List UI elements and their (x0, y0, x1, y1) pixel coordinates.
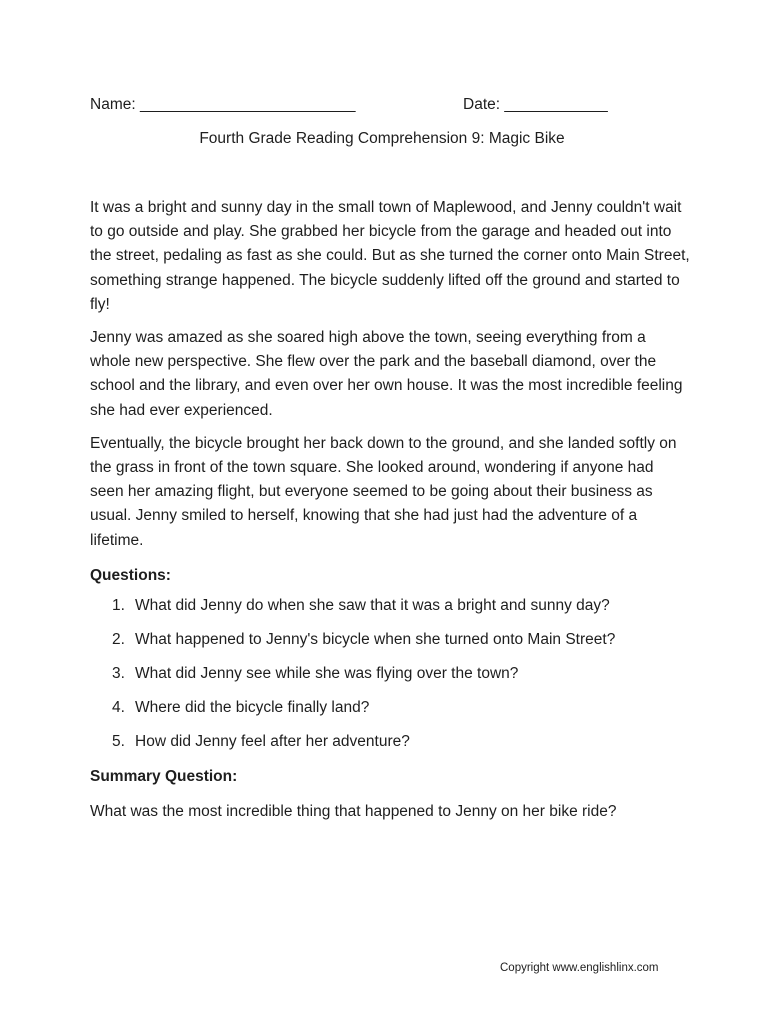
question-number: 3. (112, 665, 125, 682)
questions-heading: Questions: (90, 567, 171, 584)
question-number: 1. (112, 597, 125, 614)
question-number: 2. (112, 631, 125, 648)
question-item (90, 628, 690, 662)
worksheet-header (90, 93, 708, 117)
story-paragraph: Jenny was amazed as she soared high above the town, seeing everything from a whole new perspective. She flew over the park and the baseball diamond, over the school and the library, and even over her own house. It was the most incredible feeling she had ever experienced. (90, 329, 683, 419)
question-item (90, 730, 690, 764)
question-number: 4. (112, 699, 125, 716)
question-text: Where did the bicycle finally land? (135, 699, 370, 716)
question-item (90, 696, 690, 730)
story-paragraph: Eventually, the bicycle brought her back down to the ground, and she landed softly on the grass in front of the town square. She looked around, wondering if anyone had seen her amazing flight, but everyone seemed to be going about their business as usual. Jenny smiled to herself, knowing that she had just had the adventure of a lifetime. (90, 434, 677, 549)
question-list (90, 594, 690, 764)
question-number: 5. (112, 733, 125, 750)
summary-heading: Summary Question: (90, 768, 238, 785)
date-field: Date: ____________ (463, 96, 608, 113)
question-text: What did Jenny see while she was flying over the town? (135, 665, 519, 682)
question-item (90, 662, 690, 696)
question-text: What did Jenny do when she saw that it was a bright and sunny day? (135, 597, 610, 614)
question-item (90, 594, 690, 628)
story-text (90, 196, 690, 562)
question-text: What happened to Jenny's bicycle when she turned onto Main Street? (135, 631, 616, 648)
worksheet-title: Fourth Grade Reading Comprehension 9: Magic Bike (199, 130, 565, 147)
name-field: Name: _________________________ (90, 96, 356, 113)
summary-question: What was the most incredible thing that happened to Jenny on her bike ride? (90, 803, 617, 820)
story-paragraph: It was a bright and sunny day in the small town of Maplewood, and Jenny couldn't wait to go outside and play. She grabbed her bicycle from the garage and headed out into the street, pedaling as fast as she could. But as she turned the corner onto Main Street, something strange happened. The bicycle suddenly lifted off the ground and started to fly! (90, 199, 690, 313)
copyright-notice: Copyright www.englishlinx.com (500, 962, 659, 974)
question-text: How did Jenny feel after her adventure? (135, 733, 410, 750)
